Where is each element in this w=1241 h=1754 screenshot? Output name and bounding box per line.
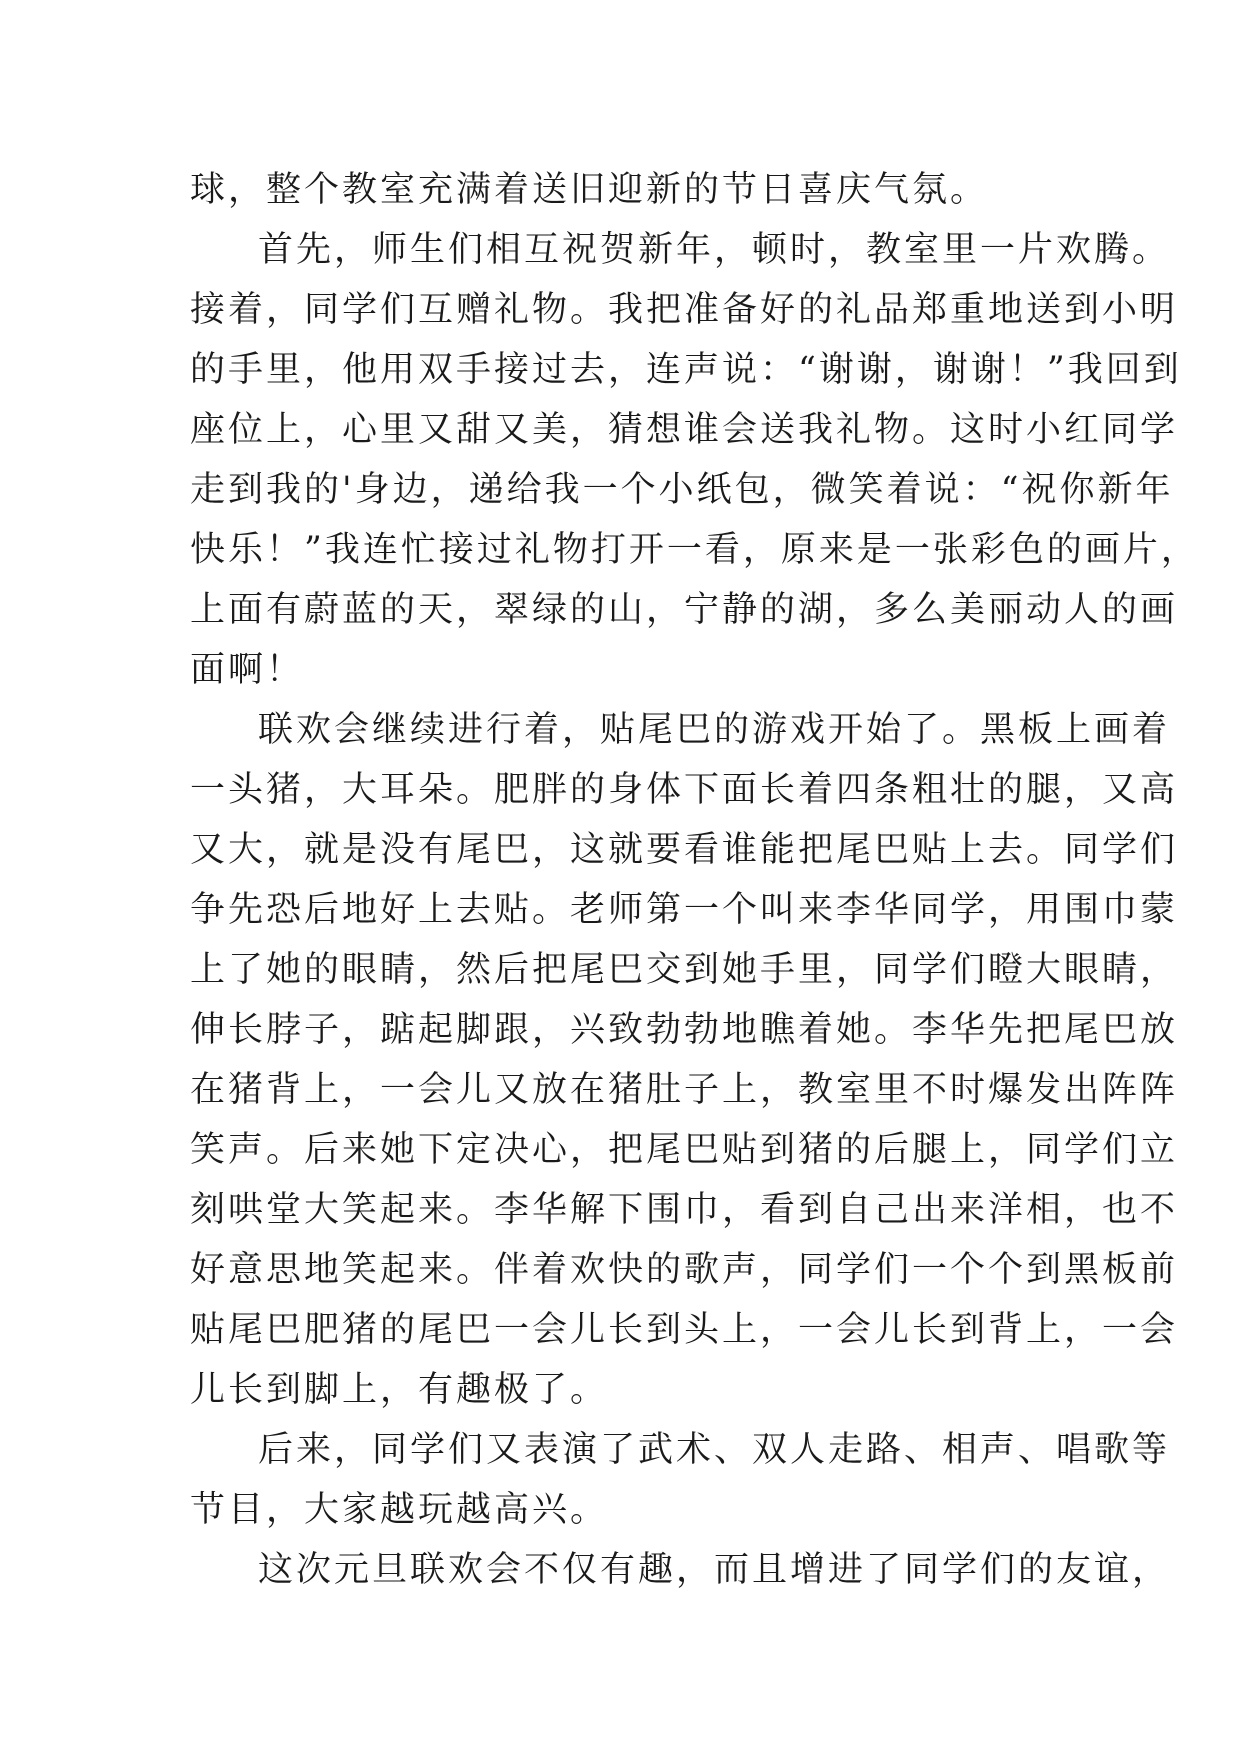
text-line: 这次元旦联欢会不仅有趣，而且增进了同学们的友谊， [258, 1550, 1171, 1590]
text-line: 贴尾巴肥猪的尾巴一会儿长到头上，一会儿长到背上，一会 [190, 1310, 1179, 1350]
text-line: 走到我的'身边，递给我一个小纸包，微笑着说：“祝你新年 [190, 470, 1174, 510]
text-line: 笑声。后来她下定决心，把尾巴贴到猪的后腿上，同学们立 [190, 1130, 1179, 1170]
text-line: 上了她的眼睛，然后把尾巴交到她手里，同学们瞪大眼睛， [190, 950, 1179, 990]
document-body [190, 160, 1199, 1600]
text-line: 伸长脖子，踮起脚跟，兴致勃勃地瞧着她。李华先把尾巴放 [190, 1010, 1179, 1050]
text-line: 球，整个教室充满着送旧迎新的节日喜庆气氛。 [190, 170, 989, 210]
text-line: 刻哄堂大笑起来。李华解下围巾，看到自己出来洋相，也不 [190, 1190, 1179, 1230]
text-line: 在猪背上，一会儿又放在猪肚子上，教室里不时爆发出阵阵 [190, 1070, 1179, 1110]
text-line: 好意思地笑起来。伴着欢快的歌声，同学们一个个到黑板前 [190, 1250, 1179, 1290]
text-line: 上面有蔚蓝的天，翠绿的山，宁静的湖，多么美丽动人的画 [190, 590, 1179, 630]
text-line: 节目，大家越玩越高兴。 [190, 1490, 609, 1530]
text-line: 座位上，心里又甜又美，猜想谁会送我礼物。这时小红同学 [190, 410, 1179, 450]
text-line: 儿长到脚上，有趣极了。 [190, 1370, 609, 1410]
text-line: 一头猪，大耳朵。肥胖的身体下面长着四条粗壮的腿，又高 [190, 770, 1179, 810]
text-line: 联欢会继续进行着，贴尾巴的游戏开始了。黑板上画着 [258, 710, 1171, 750]
text-line: 争先恐后地好上去贴。老师第一个叫来李华同学，用围巾蒙 [190, 890, 1179, 930]
text-line: 后来，同学们又表演了武术、双人走路、相声、唱歌等 [258, 1430, 1171, 1470]
text-line: 快乐！”我连忙接过礼物打开一看，原来是一张彩色的画片， [190, 530, 1199, 570]
text-line: 首先，师生们相互祝贺新年，顿时，教室里一片欢腾。 [258, 230, 1171, 270]
text-line: 接着，同学们互赠礼物。我把准备好的礼品郑重地送到小明 [190, 290, 1179, 330]
text-line: 面啊！ [190, 650, 305, 690]
text-line: 又大，就是没有尾巴，这就要看谁能把尾巴贴上去。同学们 [190, 830, 1179, 870]
text-line: 的手里，他用双手接过去，连声说：“谢谢，谢谢！”我回到 [190, 350, 1182, 390]
